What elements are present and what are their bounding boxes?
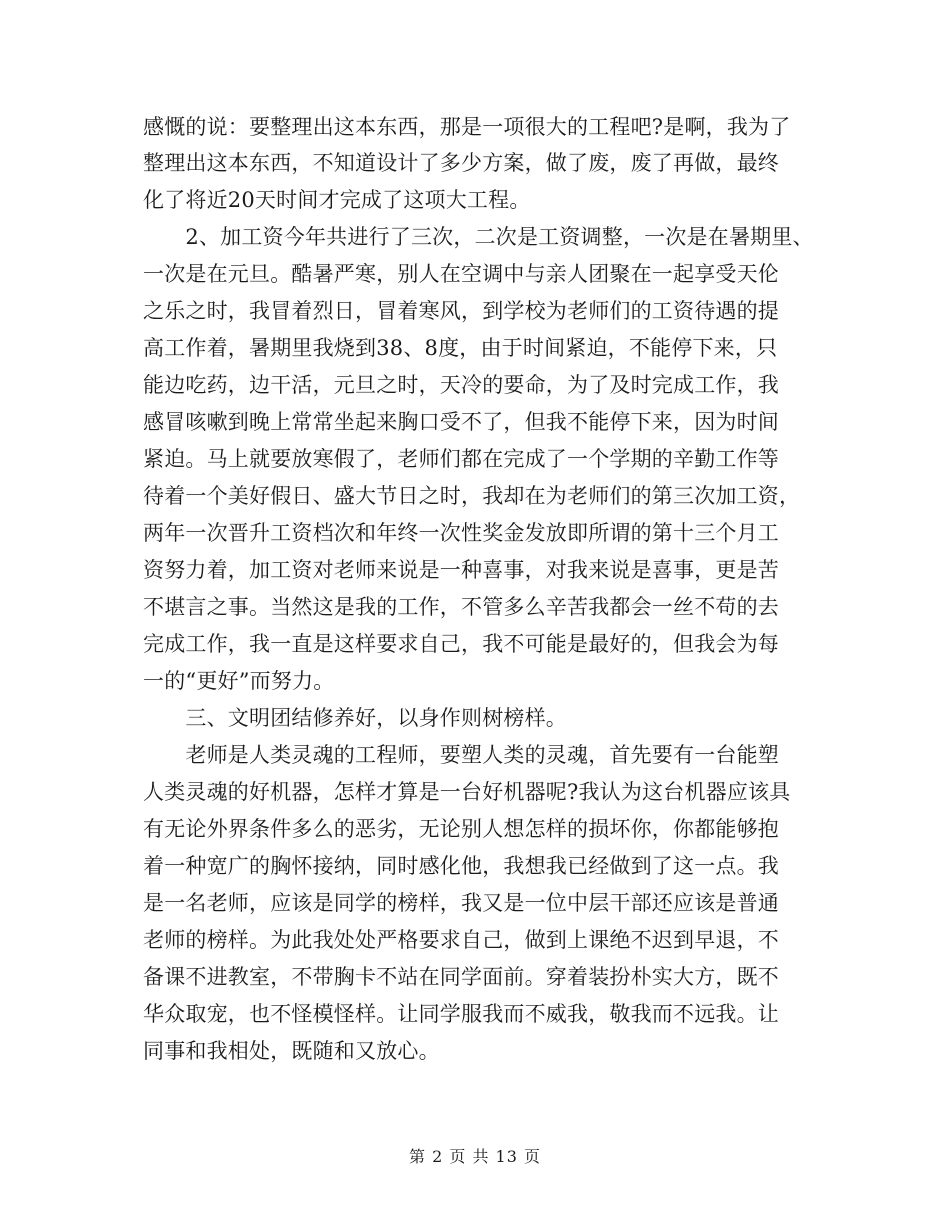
text-line: 能边吃药，边干活，元旦之时，天冷的要命，为了及时完成工作，我 bbox=[143, 373, 779, 397]
text-line: 是一名老师，应该是同学的榜样，我又是一位中层干部还应该是普通 bbox=[143, 891, 779, 915]
text-line: 完成工作，我一直是这样要求自己，我不可能是最好的，但我会为每 bbox=[143, 632, 779, 656]
text-line: 华众取宠，也不怪模怪样。让同学服我而不威我，敬我而不远我。让 bbox=[143, 1002, 779, 1026]
text-line: 不堪言之事。当然这是我的工作，不管多么辛苦我都会一丝不苟的去 bbox=[143, 595, 779, 619]
text-line: 老师的榜样。为此我处处严格要求自己，做到上课绝不迟到早退，不 bbox=[143, 928, 779, 952]
text-line: 感慨的说：要整理出这本东西，那是一项很大的工程吧?是啊，我为了 bbox=[143, 115, 791, 139]
text-line: 2、加工资今年共进行了三次，二次是工资调整，一次是在暑期里、 bbox=[143, 225, 814, 249]
text-line: 化了将近20天时间才完成了这项大工程。 bbox=[143, 188, 531, 212]
text-line: 紧迫。马上就要放寒假了，老师们都在完成了一个学期的辛勤工作等 bbox=[143, 447, 779, 471]
section-heading: 三、文明团结修养好，以身作则树榜样。 bbox=[143, 706, 567, 730]
text-line: 同事和我相处，既随和又放心。 bbox=[143, 1039, 440, 1063]
text-line: 着一种宽广的胸怀接纳，同时感化他，我想我已经做到了这一点。我 bbox=[143, 854, 779, 878]
text-line: 感冒咳嗽到晚上常常坐起来胸口受不了，但我不能停下来，因为时间 bbox=[143, 410, 779, 434]
text-line: 待着一个美好假日、盛大节日之时，我却在为老师们的第三次加工资， bbox=[143, 484, 801, 508]
text-line: 有无论外界条件多么的恶劣，无论别人想怎样的损坏你，你都能够抱 bbox=[143, 817, 779, 841]
text-line: 人类灵魂的好机器，怎样才算是一台好机器呢?我认为这台机器应该具 bbox=[143, 780, 791, 804]
text-line: 一次是在元旦。酷暑严寒，别人在空调中与亲人团聚在一起享受天伦 bbox=[143, 262, 779, 286]
text-line: 资努力着，加工资对老师来说是一种喜事，对我来说是喜事，更是苦 bbox=[143, 558, 779, 582]
text-line: 之乐之时，我冒着烈日，冒着寒风，到学校为老师们的工资待遇的提 bbox=[143, 299, 779, 323]
text-line: 一的“更好”而努力。 bbox=[143, 669, 335, 693]
text-line: 高工作着，暑期里我烧到38、8度，由于时间紧迫，不能停下来，只 bbox=[143, 336, 778, 360]
text-line: 老师是人类灵魂的工程师，要塑人类的灵魂，首先要有一台能塑 bbox=[143, 743, 779, 767]
text-line: 两年一次晋升工资档次和年终一次性奖金发放即所谓的第十三个月工 bbox=[143, 521, 779, 545]
text-line: 整理出这本东西，不知道设计了多少方案，做了废，废了再做，最终 bbox=[143, 151, 779, 175]
text-line: 备课不进教室，不带胸卡不站在同学面前。穿着装扮朴实大方，既不 bbox=[143, 965, 779, 989]
page-footer: 第 2 页 共 13 页 bbox=[409, 1147, 541, 1166]
